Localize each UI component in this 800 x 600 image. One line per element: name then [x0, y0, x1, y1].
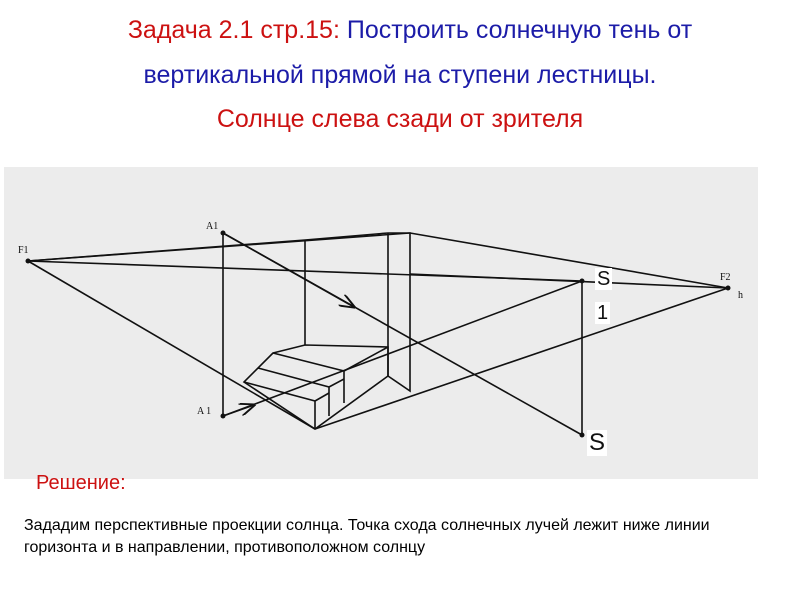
solution-heading: Решение: — [36, 472, 126, 494]
staircase-shadow-diagram — [4, 167, 758, 479]
sun-ray-arrow — [223, 233, 354, 307]
shadow-direction-line — [223, 281, 582, 416]
label-f2: F2 — [720, 272, 731, 283]
label-s: S — [589, 429, 606, 456]
label-s1-s: S — [597, 268, 611, 290]
label-h: h — [738, 290, 743, 301]
f1-line-top-right — [28, 233, 410, 261]
task-statement-part2: вертикальной прямой на ступени лестницы. — [143, 61, 657, 89]
label-f1: F1 — [18, 245, 29, 256]
step-lower — [244, 382, 329, 429]
s1-point — [580, 279, 585, 284]
shadow-direction-arrow — [223, 405, 254, 416]
perspective-drawing — [4, 167, 758, 479]
label-a-bottom: A 1 — [197, 406, 212, 417]
wall-outline — [305, 233, 410, 391]
task-statement-part1: Построить солнечную тень от — [346, 16, 693, 44]
label-s1-index: 1 — [597, 302, 609, 324]
task-number: Задача 2.1 стр.15: — [127, 16, 347, 44]
task-condition: Солнце слева сзади от зрителя — [216, 105, 584, 133]
a-top-point — [221, 231, 226, 236]
s-point — [580, 433, 585, 438]
f2-point — [726, 286, 731, 291]
label-a-top: A1 — [206, 221, 219, 232]
f1-line-bottom — [28, 261, 315, 429]
f1-point — [26, 259, 31, 264]
solution-text: Зададим перспективные проекции солнца. Точка схода солнечных лучей лежит ниже линии горизонта и в направлении, противоположном солнцу — [24, 517, 710, 556]
a-bottom-point — [221, 414, 226, 419]
task-title-line1 — [10, 15, 800, 45]
